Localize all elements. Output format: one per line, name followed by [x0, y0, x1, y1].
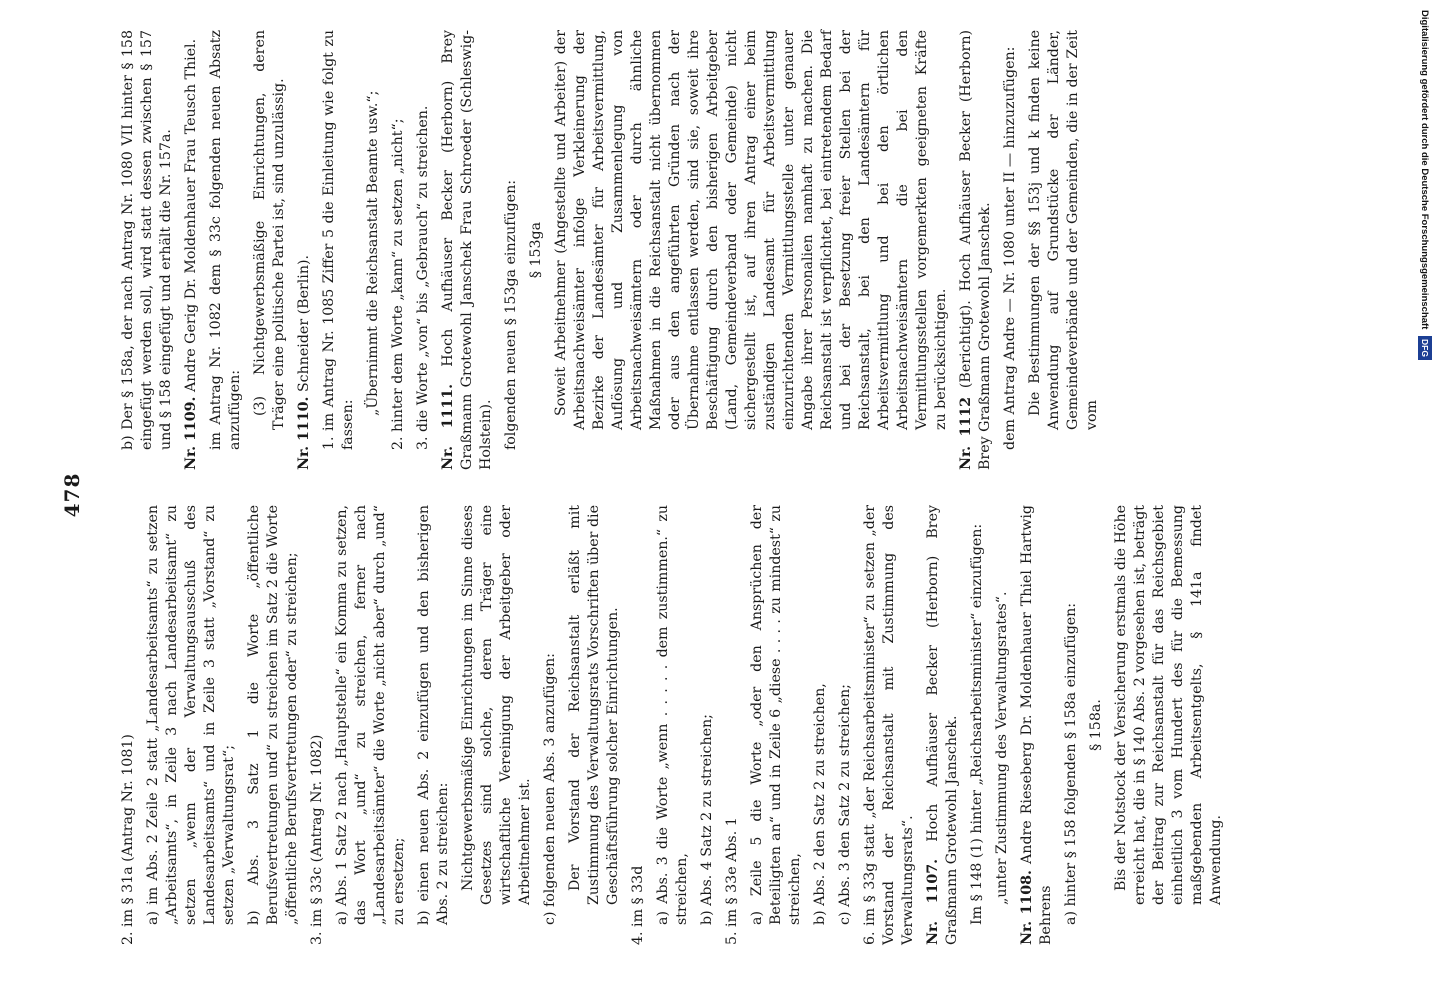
paragraph — [924, 505, 962, 945]
motion-signatories: Hoch Aufhäuser Becker (Herborn) Brey Graßmann Grotewohl Janschek. — [925, 505, 960, 945]
paragraph: a) Abs. 3 die Worte „wenn . . . . . dem zustimmen.“ zu streichen, — [655, 505, 690, 925]
motion-number: Nr. 1107. — [925, 858, 941, 945]
page-number: 478 — [60, 472, 84, 518]
paragraph: Der Vorstand der Reichsanstalt erläßt mit Zustimmung des Verwaltungsrats Vorschriften über die Geschäftsführung solcher Einrichtungen. — [567, 505, 621, 905]
paragraph: a) Abs. 1 Satz 2 nach „Hauptstelle“ ein Komma zu setzen, das Wort „und“ zu streichen, ferner nach „Landesarbeitsämter“ die Worte „nicht aber“ durch „und“ zu ersetzen; — [334, 505, 407, 925]
motion-signatories: Hoch Aufhäuser Becker (Herborn) Brey Graßmann Grotewohl Janschek Frau Schroeder (Schleswig-Holstein). — [440, 30, 494, 470]
paragraph: § 153ga — [528, 221, 544, 279]
paragraph: b) Abs. 3 Satz 1 die Worte „öffentliche Berufsvertretungen und“ zu streichen im Satz 2 die Worte „öffentliche Berufsvertretungen oder“ zu streichen; — [246, 505, 300, 925]
paragraph: Bis der Notstock der Versicherung erstmals die Höhe erreicht hat, die in § 140 Abs. 2 vorgesehen ist, beträgt der Beitrag zur Reichsanstalt für das Reichsgebiet einheitlich 3 vom Hundert des für die Bemessung maßgebenden Arbeitsentgelts, § 141a findet Anwendung. — [1113, 505, 1224, 905]
document-page — [55, 15, 1375, 975]
left-column — [119, 505, 1232, 945]
motion-number: Nr. 1108. — [1019, 870, 1035, 945]
paragraph: 5. im § 33e Abs. 1 — [724, 817, 740, 945]
paragraph — [957, 30, 995, 470]
paragraph: b) einen neuen Abs. 2 einzufügen und den bisherigen Abs. 2 zu streichen: — [416, 505, 451, 925]
paragraph: 3. im § 33c (Antrag Nr. 1082) — [309, 734, 325, 945]
paragraph: im Antrag Nr. 1082 dem § 33c folgenden neuen Absatz anzufügen: — [208, 30, 243, 450]
paragraph — [439, 30, 496, 470]
dfg-logo: DFG — [1418, 336, 1432, 360]
paragraph: a) im Abs. 2 Zeile 2 statt „Landesarbeitsamts“ zu setzen „Arbeitsamts“, in Zeile 3 nach Landesarbeitsamt“ zu setzen „wenn der Verwaltungsausschuß des Landesarbeitsamts“ und in Zeile 3 statt „Vorstand“ zu setzen „Verwaltungsrat“; — [145, 505, 237, 925]
paragraph: 1. im Antrag Nr. 1085 Ziffer 5 die Einleitung wie folgt zu fassen: — [321, 30, 356, 450]
motion-signatories: Andre Rieseberg Dr. Moldenhauer Thiel Hartwig Behrens — [1019, 505, 1054, 945]
paragraph: a) Zeile 5 die Worte „oder den Ansprüchen der Beteiligten an“ und in Zeile 6 „diese . . . . zu mindest“ zu streichen, — [749, 505, 803, 925]
paragraph: a) hinter § 158 folgenden § 158a einzufügen: — [1063, 602, 1079, 925]
motion-signatories: Schneider (Berlin). — [296, 254, 312, 397]
paragraph: 2. im § 31a (Antrag Nr. 1081) — [120, 734, 136, 945]
paragraph: b) Abs. 4 Satz 2 zu streichen; — [699, 714, 715, 925]
motion-number: Nr. 1110. — [296, 396, 312, 470]
paragraph: Die Bestimmungen der §§ 153j und k finden keine Anwendung auf Grundstücke der Länder, Gemeindeverbände und der Gemeinden, die in der Zeit vom — [1027, 30, 1100, 430]
paragraph — [182, 30, 201, 470]
paragraph: 6. im § 33g statt „der Reichsarbeitsminister“ zu setzen „der Vorstand der Reichsanstalt mit Zustimmung des Verwaltungsrats“. — [862, 505, 916, 945]
motion-signatories: (Berichtigt). Hoch Aufhäuser Becker (Herborn) Brey Graßmann Grotewohl Janschek. — [958, 30, 993, 470]
paragraph — [1018, 505, 1056, 945]
motion-signatories: Andre Gerig Dr. Moldenhauer Frau Teusch Thiel. — [183, 38, 199, 397]
paragraph: b) Abs. 2 den Satz 2 zu streichen, — [812, 683, 828, 925]
paragraph: (3) Nichtgewerbsmäßige Einrichtungen, deren Träger eine politische Partei ist, sind unzulässig. — [252, 30, 287, 430]
motion-number: Nr. 1109. — [183, 396, 199, 470]
paragraph: 3. die Worte „von“ bis „Gebrauch“ zu streichen. — [415, 105, 431, 450]
paragraph: Im § 148 (1) hinter „Reichsarbeitsminister“ einzufügen: — [969, 523, 985, 925]
right-column — [119, 30, 1108, 470]
paragraph: folgenden neuen § 153ga einzufügen: — [503, 180, 519, 450]
paragraph: § 158a. — [1088, 699, 1104, 751]
paragraph: b) Der § 158a, der nach Antrag Nr. 1080 VII hinter § 158 eingefügt werden soll, wird statt dessen zwischen § 157 und § 158 eingefügt und erhält die Nr. 157a. — [120, 30, 174, 450]
paragraph: Soweit Arbeitnehmer (Angestellte und Arbeiter) der Arbeitsnachweisämter infolge Verkleinerung der Bezirke der Landesämter für Arbeitsvermittlung, Auflösung und Zusammenlegung von Arbeitsnachweisämtern oder durch ähnliche Maßnahmen in die Reichsanstalt nicht übernommen oder aus den angeführten Gründen nach der Übernahme entlassen werden, sind sie, soweit ihre Beschäftigung durch den bisherigen Arbeitgeber (Land, Gemeindeverband oder Gemeinde) nicht sichergestellt ist, auf ihren Antrag einer beim zuständigen Landesamt für Arbeitsvermittlung einzurichtenden Vermittlungsstelle unter genauer Angabe ihrer Personalien namhaft zu machen. Die Reichsanstalt ist verpflichtet, bei eintretendem Bedarf und bei der Besetzung freier Stellen bei der Reichsanstalt, bei den Landesämtern für Arbeitsvermittlung und bei den örtlichen Arbeitsnachweisämtern die bei den Vermittlungsstellen vorgemerkten geeigneten Kräfte zu berücksichtigen. — [553, 30, 949, 430]
motion-number: Nr. 1111. — [440, 383, 456, 470]
paragraph: dem Antrag Andre — Nr. 1080 unter II — hinzuzufügen: — [1002, 46, 1018, 450]
paragraph: c) folgenden neuen Abs. 3 anzufügen: — [542, 653, 558, 925]
paragraph: 4. im § 33d — [630, 865, 646, 945]
paragraph: 2. hinter dem Worte „kann“ zu setzen „nicht“; — [390, 118, 406, 450]
paragraph: Nichtgewerbsmäßige Einrichtungen im Sinne dieses Gesetzes sind solche, deren Träger eine wirtschaftliche Vereinigung der Arbeitgeber oder Arbeitnehmer ist. — [460, 505, 533, 905]
digitization-note-text: Digitalisierung gefördert durch die Deutsche Forschungsgemeinschaft — [1419, 10, 1430, 330]
paragraph: „Übernimmt die Reichsanstalt Beamte usw.“; — [365, 90, 381, 416]
paragraph: „unter Zustimmung des Verwaltungsrates“. — [994, 591, 1010, 905]
paragraph — [295, 30, 314, 470]
motion-number: Nr. 1112 — [958, 397, 974, 470]
digitization-note — [1418, 10, 1432, 390]
paragraph: c) Abs. 3 den Satz 2 zu streichen; — [837, 684, 853, 925]
